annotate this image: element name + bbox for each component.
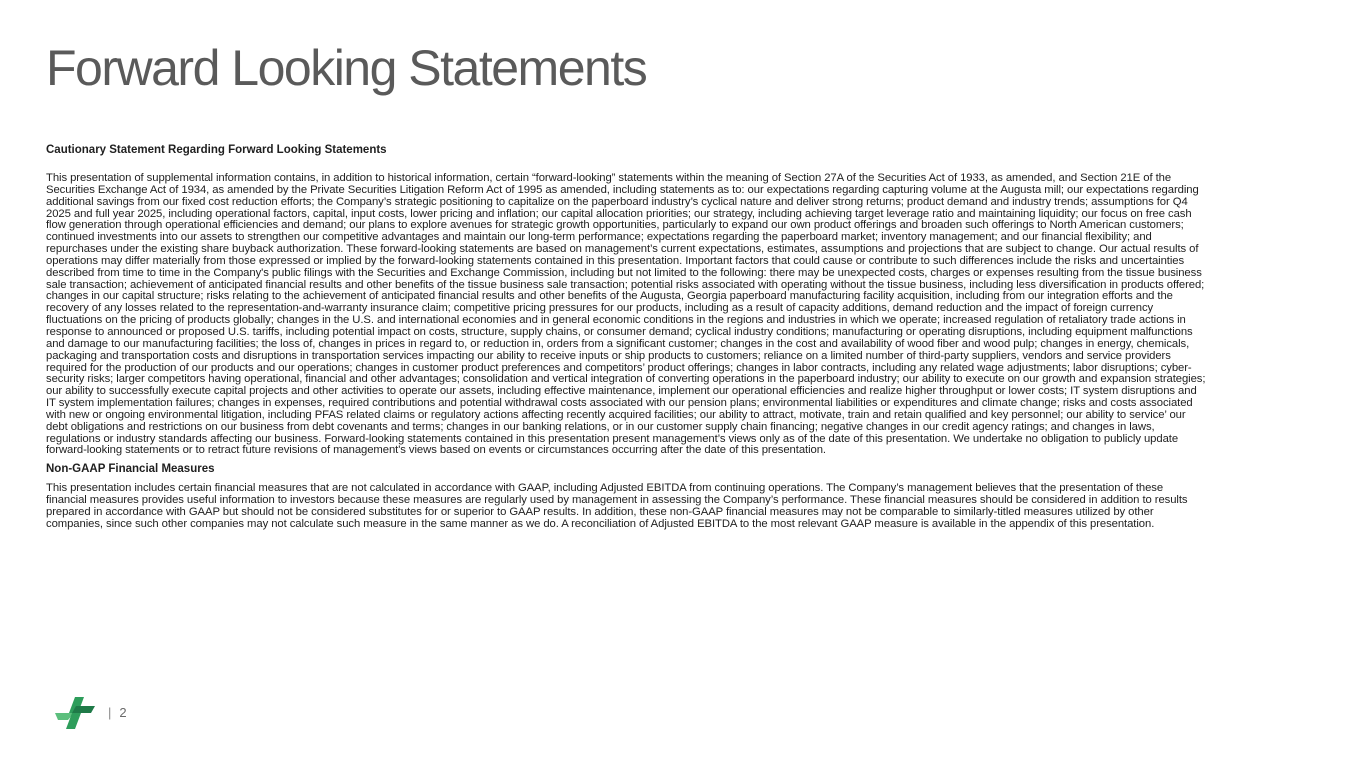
slide-content [46,144,1206,531]
non-gaap-body: This presentation includes certain financial measures that are not calculated in accordance with GAAP, including Adjusted EBITDA from continuing operations. The Company’s management believes that the presentation of these financial measures provides useful information to investors because these measures are regularly used by management in assessing the Company’s performance. These financial measures should be considered in addition to results prepared in accordance with GAAP but should not be considered substitutes for or superior to GAAP results. In addition, these non-GAAP financial measures may not be comparable to similarly-titled measures utilized by other companies, since such other companies may not calculate such measure in the same manner as we do. A reconciliation of Adjusted EBITDA to the most relevant GAAP measure is available in the appendix of this presentation. [46,482,1188,530]
non-gaap-heading: Non-GAAP Financial Measures [46,463,215,476]
logo-shape-right [72,706,95,713]
slide-title: Forward Looking Statements [46,40,647,96]
page-number: 2 [119,705,127,720]
cautionary-body: This presentation of supplemental information contains, in addition to historical information, certain “forward-looking” statements within the meaning of Section 27A of the Securities Act of 1933, as amended, and Section 21E of the Securities Exchange Act of 1934, as amended by the Private Securities Litigation Reform Act of 1995 as amended, including statements as to: our expectations regarding capturing volume at the Augusta mill; our expectations regarding additional savings from our fixed cost reduction efforts; the Company’s strategic positioning to capitalize on the paperboard industry’s cyclical nature and deliver strong returns; product demand and industry trends; assumptions for Q4 2025 and full year 2025, including operational factors, capital, input costs, lower pricing and inflation; our capital allocation priorities; our strategy, including achieving target leverage ratio and maintaining liquidity; our focus on free cash flow generation through operational efficiencies and demand; our plans to explore avenues for strategic growth opportunities, particularly to expand our own product offerings and broaden such offerings to North American customers; continued investments into our assets to strengthen our competitive advantages and maintain our long-term performance; expectations regarding the paperboard market; inventory management; and our financial flexibility; and repurchases under the existing share buyback authorization. These forward-looking statements are based on management’s current expectations, estimates, assumptions and projections that are subject to change. Our actual results of operations may differ materially from those expressed or implied by the forward-looking statements contained in this presentation. Important factors that could cause or contribute to such differences include the risks and uncertainties described from time to time in the Company's public filings with the Securities and Exchange Commission, including but not limited to the following: there may be unexpected costs, charges or expenses resulting from the tissue business sale transaction; achievement of anticipated financial results and other benefits of the tissue business sale transaction; potential risks associated with operating without the tissue business, including less diversification in products offered; changes in our capital structure; risks relating to the achievement of anticipated financial results and other benefits of the Augusta, Georgia paperboard manufacturing facility acquisition, including from our integration efforts and the recovery of any losses related to the representation-and-warranty insurance claim; competitive pricing pressures for our products, including as a result of capacity additions, demand reduction and the impact of foreign currency fluctuations on the pricing of products globally; changes in the U.S. and international economies and in general economic conditions in the regions and industries in which we operate; increased regulation of retaliatory trade actions in response to announced or proposed U.S. tariffs, including potential impact on costs, structure, supply chains, or consumer demand; cyclical industry conditions; manufacturing or operating disruptions, including equipment malfunctions and damage to our manufacturing facilities; the loss of, changes in prices in regard to, or reduction in, orders from a significant customer; changes in the cost and availability of wood fiber and wood pulp; changes in energy, chemicals, packaging and transportation costs and disruptions in transportation services impacting our ability to receive inputs or ship products to customers; reliance on a limited number of third-party suppliers, vendors and service providers required for the production of our products and our operations; changes in customer product preferences and competitors’ product offerings; changes in labor contracts, including any related wage adjustments; labor disruptions; cyber-security risks; larger competitors having operational, financial and other advantages; consolidation and vertical integration of converting operations in the paperboard industry; our ability to execute on our growth and expansion strategies; our ability to successfully execute capital projects and other activities to operate our assets, including effective maintenance, implement our operational efficiencies and realize higher throughput or lower costs; IT system disruptions and IT system implementation failures; changes in expenses, required contributions and potential withdrawal costs associated with our pension plans; environmental liabilities or expenditures and climate change; risks and costs associated with new or ongoing environmental litigation, including PFAS related claims or regulatory actions affecting recently acquired facilities; our ability to attract, motivate, train and retain qualified and key personnel; our ability to service’ our debt obligations and restrictions on our business from debt covenants and terms; changes in our banking relations, or in our customer supply chain financing; negative changes in our credit agency ratings; and changes in laws, regulations or industry standards affecting our business. Forward-looking statements contained in this presentation present management’s views only as of the date of this presentation. We undertake no obligation to publicly update forward-looking statements or to retract future revisions of management's views based on events or circumstances occurring after the date of this presentation. [46,172,1206,457]
cautionary-heading: Cautionary Statement Regarding Forward Looking Statements [46,144,387,156]
footer-separator: | [108,705,112,720]
company-logo-icon [54,696,96,730]
slide-footer [54,696,127,730]
